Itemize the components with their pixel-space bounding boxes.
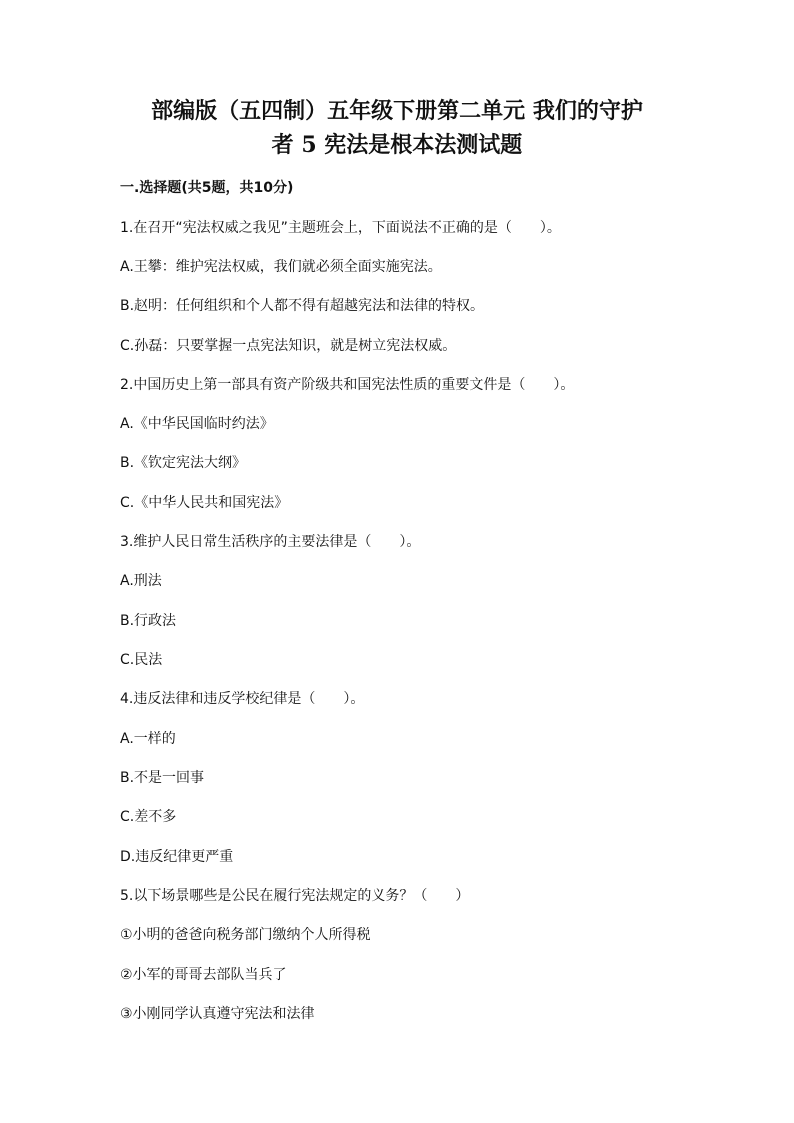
question-4-option-c: C.差不多 [120, 809, 177, 825]
question-5-stem: 5.以下场景哪些是公民在履行宪法规定的义务？（ ） [120, 888, 470, 904]
question-4-option-a: A.一样的 [120, 731, 176, 747]
question-2-stem: 2.中国历史上第一部具有资产阶级共和国宪法性质的重要文件是（ ）。 [120, 377, 575, 393]
question-5-option-3: ③小刚同学认真遵守宪法和法律 [120, 1006, 315, 1022]
question-5-option-2: ②小军的哥哥去部队当兵了 [120, 967, 287, 983]
question-1-option-c: C.孙磊：只要掌握一点宪法知识，就是树立宪法权威。 [120, 338, 457, 354]
question-4-option-b: B.不是一回事 [120, 770, 205, 786]
question-1-stem: 1.在召开“宪法权威之我见”主题班会上，下面说法不正确的是（ ）。 [120, 220, 561, 236]
question-3-option-b: B.行政法 [120, 613, 177, 629]
question-3-option-a: A.刑法 [120, 573, 162, 589]
question-3-option-c: C.民法 [120, 652, 163, 668]
document-title-line-2: 者 5 宪法是根本法测试题 [271, 132, 523, 158]
question-1-option-b: B.赵明：任何组织和个人都不得有超越宪法和法律的特权。 [120, 298, 485, 314]
question-2-option-c: C.《中华人民共和国宪法》 [120, 495, 289, 511]
question-4-stem: 4.违反法律和违反学校纪律是（ ）。 [120, 691, 365, 707]
question-5-option-1: ①小明的爸爸向税务部门缴纳个人所得税 [120, 927, 371, 943]
question-1-option-a: A.王攀：维护宪法权威，我们就必须全面实施宪法。 [120, 259, 442, 275]
question-3-stem: 3.维护人民日常生活秩序的主要法律是（ ）。 [120, 534, 421, 550]
question-2-option-a: A.《中华民国临时约法》 [120, 416, 274, 432]
section-heading: 一.选择题(共5题，共10分) [120, 180, 294, 196]
question-2-option-b: B.《钦定宪法大纲》 [120, 455, 247, 471]
question-4-option-d: D.违反纪律更严重 [120, 849, 234, 865]
document-title-line-1: 部编版（五四制）五年级下册第二单元 我们的守护 [151, 98, 643, 124]
